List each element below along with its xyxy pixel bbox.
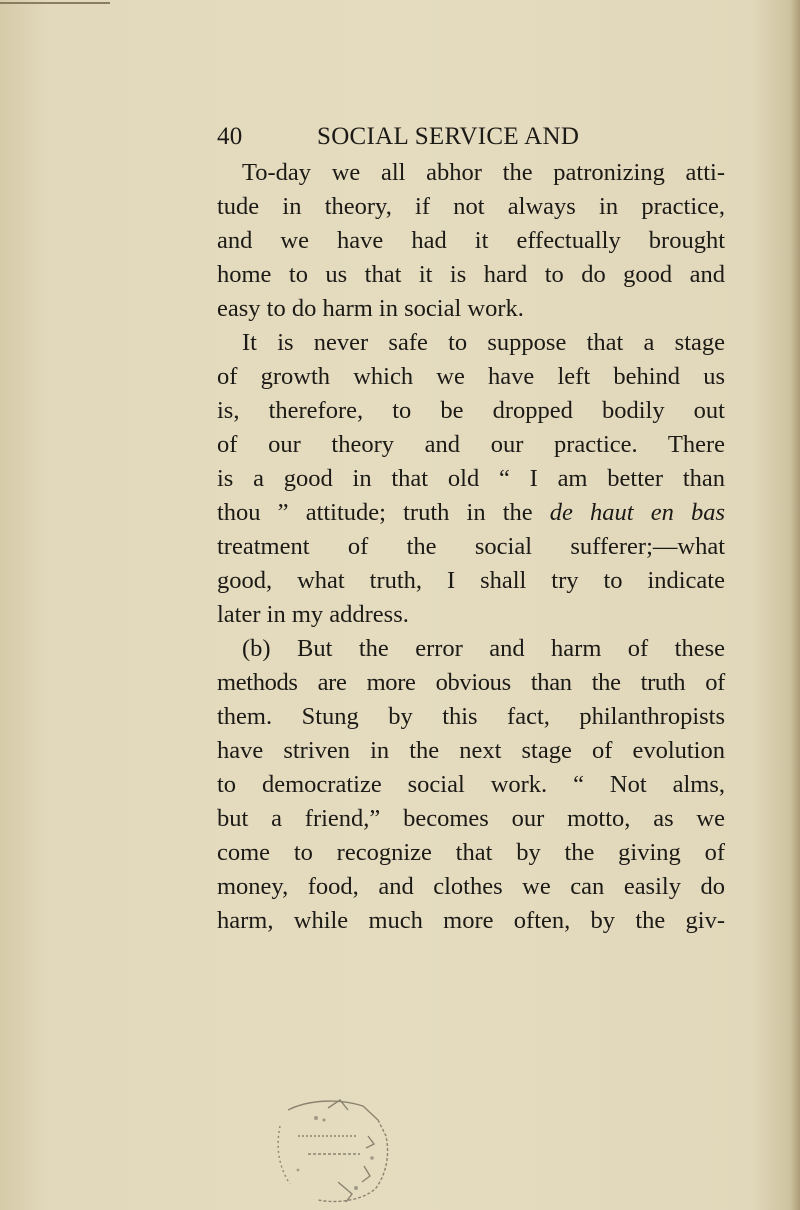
text-line: tude in theory, if not always in practice, <box>217 193 725 220</box>
text-line: come to recognize that by the giving of <box>217 839 725 866</box>
text-line: later in my address. <box>217 601 409 628</box>
page-text-block <box>217 122 725 938</box>
italic-phrase: de haut en bas <box>549 499 725 526</box>
text-line: is a good in that old “ I am better than <box>217 465 725 492</box>
text-line: treatment of the social sufferer;—what <box>217 533 725 560</box>
text-line: (b) But the error and harm of these <box>242 635 725 662</box>
running-head <box>217 122 725 156</box>
text-line: of growth which we have left behind us <box>217 363 725 390</box>
text-line: of our theory and our practice. There <box>217 431 725 458</box>
library-stamp-ornament <box>268 1096 408 1206</box>
text-line: them. Stung by this fact, philanthropists <box>217 703 725 730</box>
text-line <box>217 496 725 530</box>
text-line: money, food, and clothes we can easily do <box>217 873 725 900</box>
text-line: to democratize social work. “ Not alms, <box>217 771 725 798</box>
text-line: have striven in the next stage of evolution <box>217 737 725 764</box>
text-line: easy to do harm in social work. <box>217 295 524 322</box>
page-edge-shadow <box>790 0 800 1210</box>
text-line-segment: thou ” attitude; truth in the <box>217 499 550 526</box>
text-line: good, what truth, I shall try to indicate <box>217 567 725 594</box>
text-line: methods are more obvious than the truth of <box>217 669 725 696</box>
text-line: home to us that it is hard to do good and <box>217 261 725 288</box>
text-line: To-day we all abhor the patronizing atti- <box>242 159 725 186</box>
text-line: It is never safe to suppose that a stage <box>242 329 725 356</box>
text-line: harm, while much more often, by the giv- <box>217 907 725 934</box>
text-line: but a friend,” becomes our motto, as we <box>217 805 725 832</box>
page-number: 40 <box>217 123 243 150</box>
text-line: and we have had it effectually brought <box>217 227 725 254</box>
text-line: is, therefore, to be dropped bodily out <box>217 397 725 424</box>
running-head-title: SOCIAL SERVICE AND <box>317 123 580 150</box>
top-rule <box>0 2 110 4</box>
